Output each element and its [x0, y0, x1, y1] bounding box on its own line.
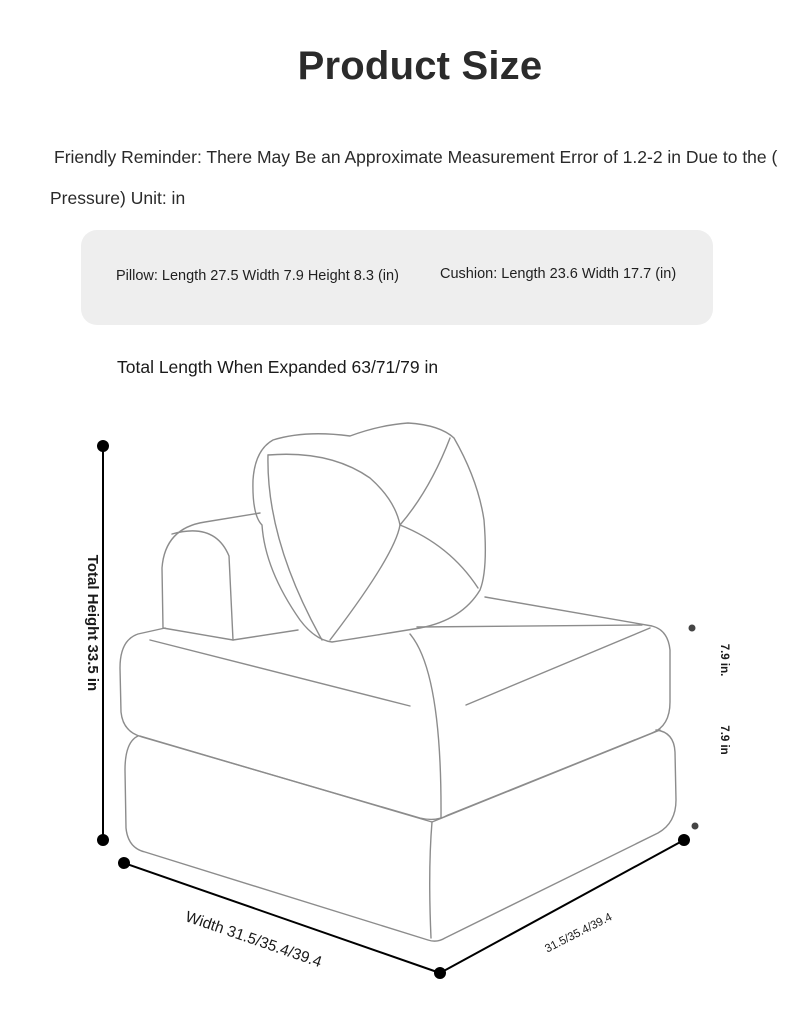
bottom-cushion — [125, 730, 676, 941]
reminder-text-line-2: Pressure) Unit: in — [50, 188, 186, 208]
layer-marker-bottom — [692, 823, 699, 830]
bottom-cushion-top-edge — [140, 730, 660, 822]
height-top-dot — [97, 440, 109, 452]
height-bottom-dot — [97, 834, 109, 846]
reminder-text-line-1: Friendly Reminder: There May Be an Approximate Measurement Error of 1.2-2 in Due to the ( — [54, 147, 778, 167]
dimension-endpoints — [97, 440, 690, 979]
top-cushion-top-line-right — [466, 628, 650, 705]
bottom-cushion-seam — [430, 822, 432, 938]
page-title: Product Size — [297, 44, 543, 88]
width-label: Width 31.5/35.4/39.4 — [183, 908, 324, 972]
top-cushion — [120, 597, 670, 819]
top-cushion-top-line-left — [150, 640, 410, 706]
top-cushion-front-seam — [410, 634, 441, 818]
round-pillow — [253, 423, 485, 642]
depth-right-dot — [678, 834, 690, 846]
corner-dot — [434, 967, 446, 979]
cushion-spec: Cushion: Length 23.6 Width 17.7 (in) — [440, 266, 677, 282]
top-layer-height-label: 7.9 in. — [718, 643, 730, 677]
depth-label: 31.5/35.4/39.4 — [543, 911, 615, 956]
pillow-spec: Pillow: Length 27.5 Width 7.9 Height 8.3 (in) — [116, 268, 399, 284]
total-height-label: Total Height 33.5 in — [84, 554, 101, 692]
bolster-end — [172, 531, 233, 640]
expanded-length-text: Total Length When Expanded 63/71/79 in — [117, 357, 439, 377]
dimension-lines — [103, 446, 684, 973]
sofa-illustration — [120, 423, 676, 941]
top-cushion-back-edge — [417, 625, 642, 627]
bottom-layer-height-label: 7.9 in — [718, 725, 730, 755]
round-pillow-seam-1 — [268, 454, 400, 640]
width-left-dot — [118, 857, 130, 869]
layer-marker-top — [689, 625, 696, 632]
layer-markers — [689, 625, 699, 830]
depth-dimension-line — [440, 840, 684, 973]
